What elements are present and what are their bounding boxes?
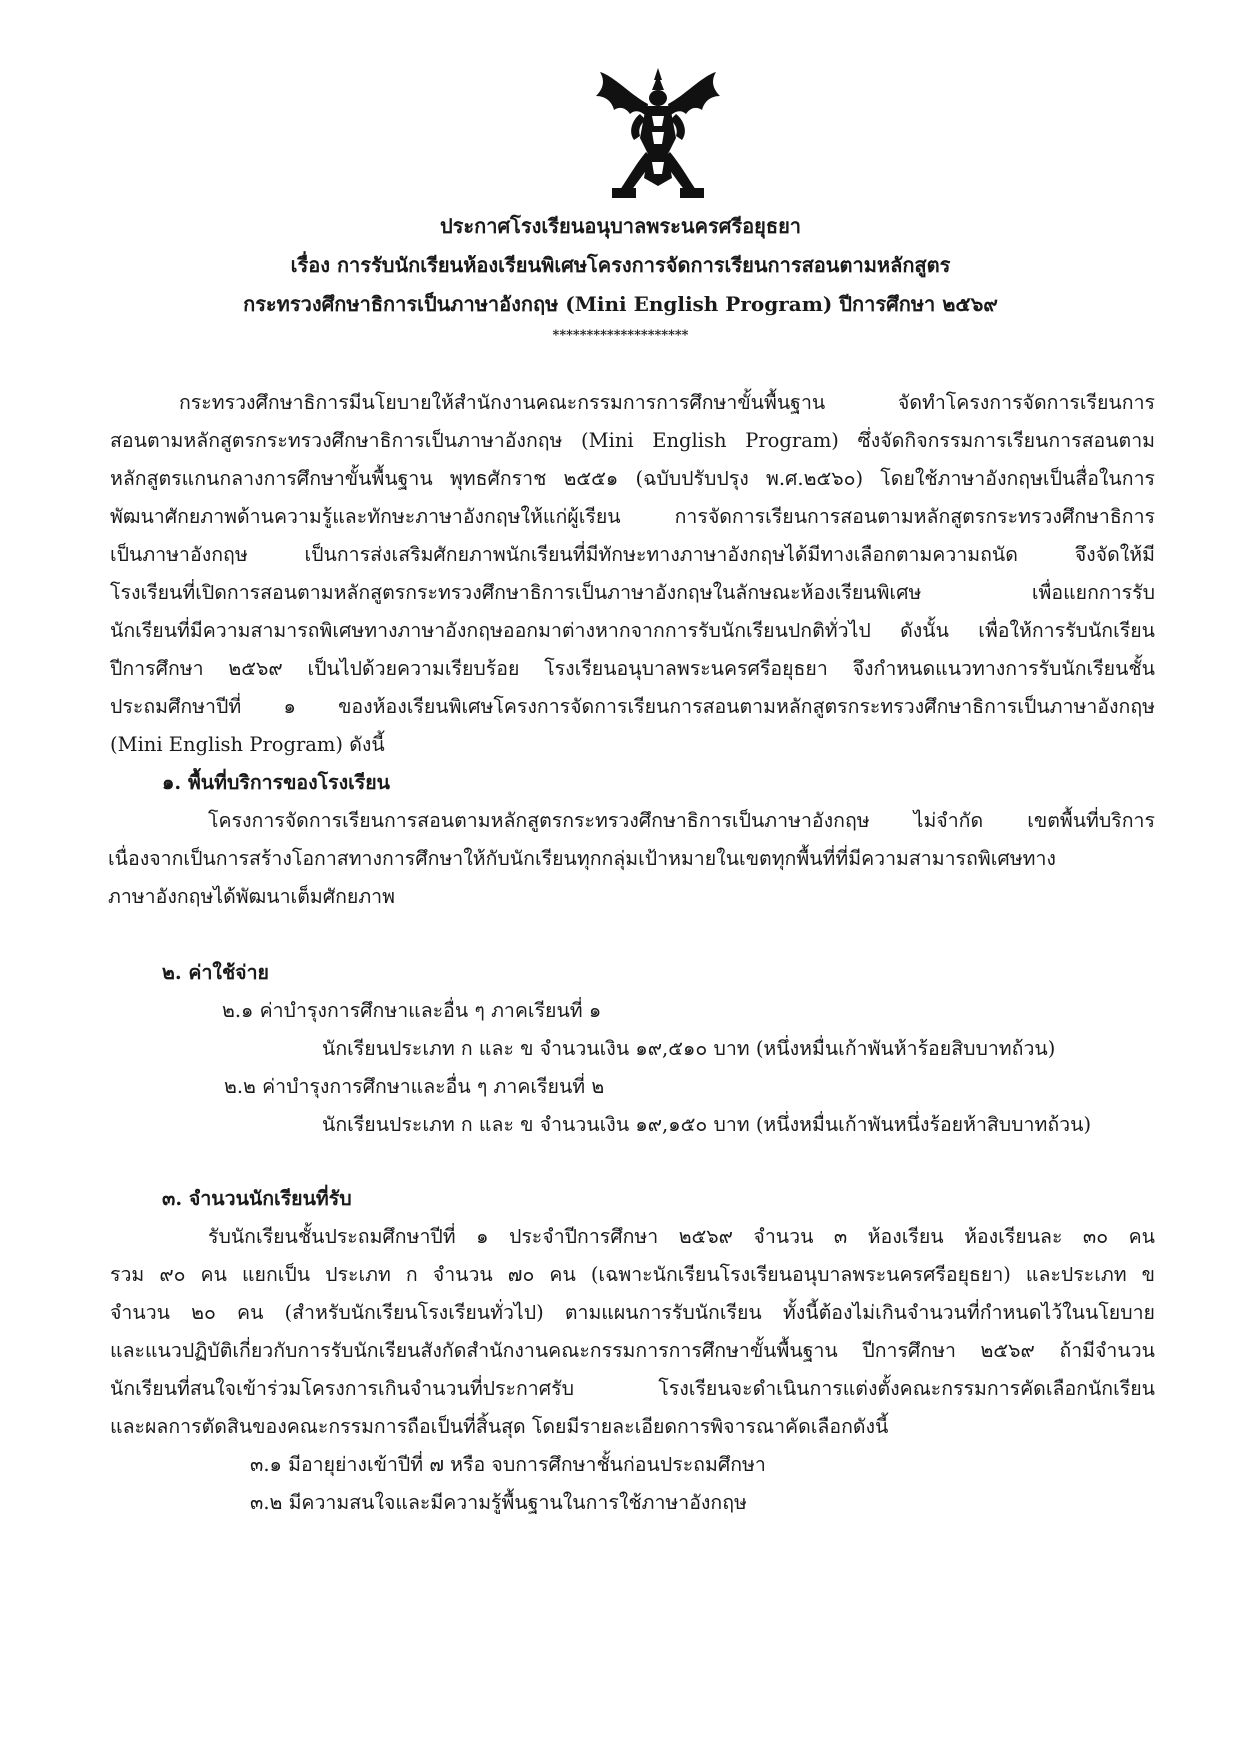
intro-line: ประถมศึกษาปีที่ ๑ ของห้องเรียนพิเศษโครงการจัดการเรียนการสอนตามหลักสูตรกระทรวงศึกษาธิการเป็นภาษาอังกฤษ xyxy=(110,695,1155,718)
section-3-line: รวม ๙๐ คน แยกเป็น ประเภท ก จำนวน ๗๐ คน (เฉพาะนักเรียนโรงเรียนอนุบาลพระนครศรีอยุธยา) และประเภท ข xyxy=(110,1263,1155,1286)
section-3-item-2: ๓.๒ มีความสนใจและมีความรู้พื้นฐานในการใช้ภาษาอังกฤษ xyxy=(250,1491,747,1514)
intro-line: โรงเรียนที่เปิดการสอนตามหลักสูตรกระทรวงศึกษาธิการเป็นภาษาอังกฤษในลักษณะห้องเรียนพิเศษ เพื่อแยกการรับ xyxy=(110,581,1155,604)
section-3-line: จำนวน ๒๐ คน (สำหรับนักเรียนโรงเรียนทั่วไป) ตามแผนการรับนักเรียน ทั้งนี้ต้องไม่เกินจำนวนที่กำหนดไว้ในนโยบาย xyxy=(110,1301,1155,1324)
section-3-line: และแนวปฏิบัติเกี่ยวกับการรับนักเรียนสังกัดสำนักงานคณะกรรมการการศึกษาขั้นพื้นฐาน ปีการศึกษา ๒๕๖๙ ถ้ามีจำนวน xyxy=(110,1339,1155,1362)
section-2-item-2-title: ๒.๒ ค่าบำรุงการศึกษาและอื่น ๆ ภาคเรียนที่ ๒ xyxy=(224,1075,605,1098)
section-3-heading: ๓. จำนวนนักเรียนที่รับ xyxy=(162,1187,352,1210)
intro-line: กระทรวงศึกษาธิการมีนโยบายให้สำนักงานคณะกรรมการการศึกษาขั้นพื้นฐาน จัดทำโครงการจัดการเรียนการ xyxy=(179,391,1155,414)
intro-line: สอนตามหลักสูตรกระทรวงศึกษาธิการเป็นภาษาอังกฤษ (Mini English Program) ซึ่งจัดกิจกรรมการเรียนการสอนตาม xyxy=(110,429,1155,452)
section-1-line: เนื่องจากเป็นการสร้างโอกาสทางการศึกษาให้กับนักเรียนทุกกลุ่มเป้าหมายในเขตทุกพื้นที่ที่มีความสามารถพิเศษทาง xyxy=(108,847,1056,870)
section-2-item-1-detail: นักเรียนประเภท ก และ ข จำนวนเงิน ๑๙,๕๑๐ บาท (หนึ่งหมื่นเก้าพันห้าร้อยสิบบาทถ้วน) xyxy=(322,1037,1056,1060)
section-1-heading: ๑. พื้นที่บริการของโรงเรียน xyxy=(162,771,391,794)
section-1-line: โครงการจัดการเรียนการสอนตามหลักสูตรกระทรวงศึกษาธิการเป็นภาษาอังกฤษ ไม่จำกัด เขตพื้นที่บริการ xyxy=(208,809,1155,832)
section-3-item-1: ๓.๑ มีอายุย่างเข้าปีที่ ๗ หรือ จบการศึกษาชั้นก่อนประถมศึกษา xyxy=(250,1453,766,1476)
garuda-emblem-icon xyxy=(592,66,724,206)
intro-line: ปีการศึกษา ๒๕๖๙ เป็นไปด้วยความเรียบร้อย โรงเรียนอนุบาลพระนครศรีอยุธยา จึงกำหนดแนวทางการรับนักเรียนชั้น xyxy=(110,657,1155,680)
section-2-item-2-detail: นักเรียนประเภท ก และ ข จำนวนเงิน ๑๙,๑๕๐ บาท (หนึ่งหมื่นเก้าพันหนึ่งร้อยห้าสิบบาทถ้วน) xyxy=(322,1113,1092,1136)
intro-line: นักเรียนที่มีความสามารถพิเศษทางภาษาอังกฤษออกมาต่างหากจากการรับนักเรียนปกติทั่วไป ดังนั้น เพื่อให้การรับนักเรียน xyxy=(110,619,1155,642)
section-3-line: รับนักเรียนชั้นประถมศึกษาปีที่ ๑ ประจำปีการศึกษา ๒๕๖๙ จำนวน ๓ ห้องเรียน ห้องเรียนละ ๓๐ คน xyxy=(208,1225,1155,1248)
section-2-item-1-title: ๒.๑ ค่าบำรุงการศึกษาและอื่น ๆ ภาคเรียนที่ ๑ xyxy=(222,999,602,1022)
intro-line: (Mini English Program) ดังนี้ xyxy=(110,733,385,756)
section-2-heading: ๒. ค่าใช้จ่าย xyxy=(162,961,269,984)
section-3-line: และผลการตัดสินของคณะกรรมการถือเป็นที่สิ้นสุด โดยมีรายละเอียดการพิจารณาคัดเลือกดังนี้ xyxy=(110,1415,889,1438)
header-divider-stars: ******************** xyxy=(552,328,689,343)
header-line-3: กระทรวงศึกษาธิการเป็นภาษาอังกฤษ (Mini English Program) ปีการศึกษา ๒๕๖๙ xyxy=(243,292,998,316)
intro-line: หลักสูตรแกนกลางการศึกษาขั้นพื้นฐาน พุทธศักราช ๒๕๕๑ (ฉบับปรับปรุง พ.ศ.๒๕๖๐) โดยใช้ภาษาอังกฤษเป็นสื่อในการ xyxy=(110,467,1155,490)
header-line-2: เรื่อง การรับนักเรียนห้องเรียนพิเศษโครงการจัดการเรียนการสอนตามหลักสูตร xyxy=(290,253,951,277)
section-1-line: ภาษาอังกฤษได้พัฒนาเต็มศักยภาพ xyxy=(108,885,395,908)
header-line-1: ประกาศโรงเรียนอนุบาลพระนครศรีอยุธยา xyxy=(439,214,802,238)
intro-line: เป็นภาษาอังกฤษ เป็นการส่งเสริมศักยภาพนักเรียนที่มีทักษะทางภาษาอังกฤษได้มีทางเลือกตามความถนัด จึงจัดให้มี xyxy=(110,543,1155,566)
section-3-line: นักเรียนที่สนใจเข้าร่วมโครงการเกินจำนวนที่ประกาศรับ โรงเรียนจะดำเนินการแต่งตั้งคณะกรรมการคัดเลือกนักเรียน xyxy=(110,1377,1155,1400)
intro-line: พัฒนาศักยภาพด้านความรู้และทักษะภาษาอังกฤษให้แก่ผู้เรียน การจัดการเรียนการสอนตามหลักสูตรกระทรวงศึกษาธิการ xyxy=(110,505,1155,528)
